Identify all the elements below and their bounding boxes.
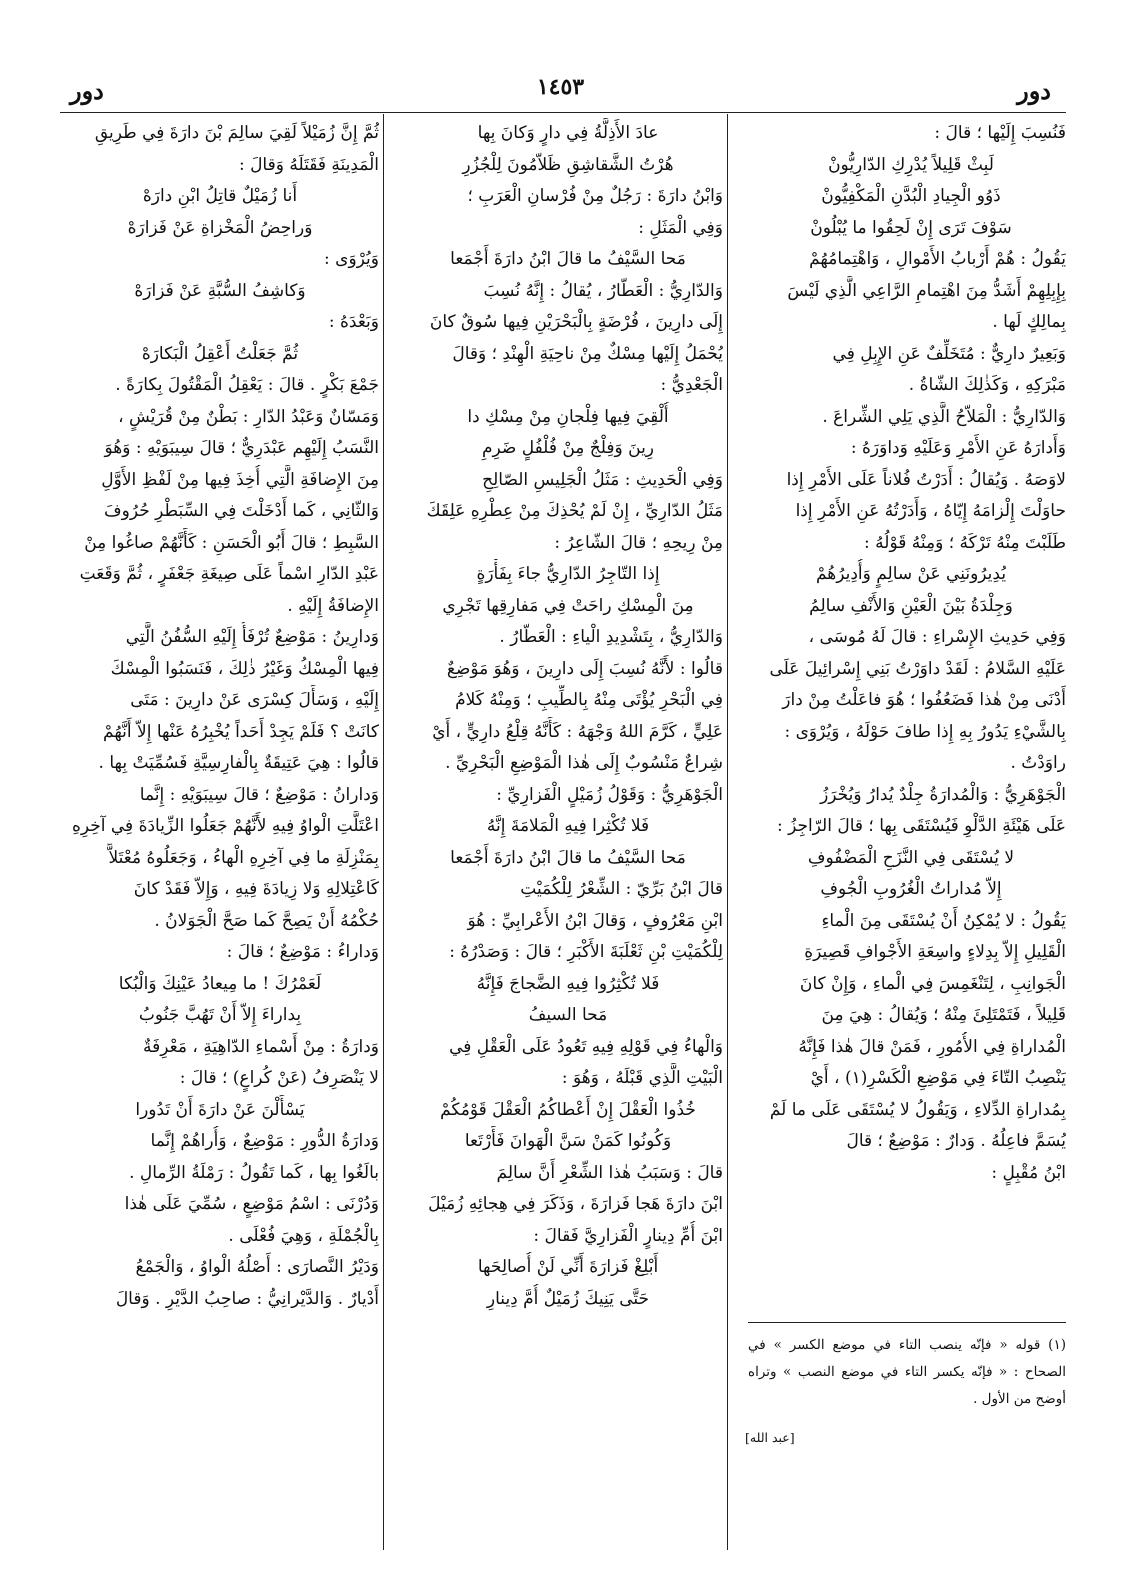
- text-line: الإِضافَةُ إِلَيْهِ .: [287, 595, 379, 616]
- text-line: فَنُسِبَ إِلَيْها ؛ قالَ :: [934, 123, 1066, 143]
- text-line: وَالدّارِيُّ : الْعَطّارُ ، يُقالُ : إِنَّهُ نُسِبَ: [483, 280, 723, 301]
- text-line: مَثَلُ الدّارِيِّ ، إِنْ لَمْ يُحْذِكَ مِنْ عِطْرِهِ عَلِقَكَ: [426, 501, 723, 521]
- text-line: ثُمَّ إِنَّ زُمَيْلاً لَقِيَ سالِمَ بْنَ دارَةَ فِي طَرِيقِ: [94, 123, 379, 143]
- column-divider-left: [383, 114, 384, 1550]
- text-line: بِمَنْزِلَةِ ما فِي آخِرِهِ الْهاءُ ، وَجَعَلُوهُ مُعْتَلاًّ: [108, 847, 379, 868]
- text-line: وَدارَةُ الدُّورِ : مَوْضِعٌ ، وَأُراهُمْ إِنَّما: [150, 1131, 379, 1151]
- text-line: قالُوا : لأَنَّهُ نُسِبَ إِلَى دارِينَ ، وَهُوَ مَوْضِعٌ: [446, 658, 723, 679]
- text-line: الْمَدِينَةِ فَقَتَلَهُ وَقالَ :: [238, 154, 379, 175]
- verse-line: وَجِلْدَةُ بَيْنَ الْعَيْنِ وَالأَنْفِ سالِمُ: [809, 595, 1013, 616]
- verse-line: عادَ الأَذِلَّةُ فِي دارٍ وَكانَ بِها: [477, 123, 659, 143]
- text-line: حُكْمُهُ أَنْ يَصِحَّ كَما صَحَّ الْجَوَلانُ .: [154, 910, 379, 931]
- text-line: عَلَيْهِ السَّلامُ : لَقَدْ داوَرْتُ بَنِي إِسْرائِيلَ عَلَى: [769, 658, 1066, 679]
- text-line: مَبْرَكِهِ ، وَكَذٰلِكَ الشّاةُ .: [908, 375, 1066, 395]
- text-line: وَأَدارَهُ عَنِ الأَمْرِ وَعَلَيْهِ وَداوَرَهُ :: [850, 438, 1066, 458]
- text-line: ابْنُ مُقْبِلٍ :: [991, 1162, 1066, 1183]
- text-line: يَقُولُ : لا يُمْكِنُ أَنْ يُسْتَقَى مِنَ الْماءِ: [821, 910, 1066, 931]
- text-line: بِإِبِلِهِمْ أَشَدُّ مِنَ اهْتِمامِ الرَّاعِي الَّذِي لَيْسَ: [787, 280, 1066, 301]
- text-line: وَفِي الْمَثَلِ :: [638, 217, 723, 238]
- header-keyword-right: دور: [1017, 76, 1051, 105]
- verse-line: حَتَّى يَنِيكَ زُمَيْلٌ أُمَّ دِينارِ: [486, 1288, 650, 1309]
- text-line: بِالْجُمْلَةِ ، وَهِيَ فُعْلَى .: [228, 1225, 379, 1246]
- text-line: ابْنَ دارَةَ هَجا فَزارَةَ ، وَذَكَرَ فِي هِجائِهِ زُمَيْلَ: [428, 1194, 723, 1214]
- text-line: قَلِيلاً ، فَتَمْتَلِئَ مِنْهُ ؛ وَيُقالُ : هِيَ مِنَ: [821, 1005, 1066, 1025]
- text-line: الْمُداراةِ فِي الأُمُورِ ، فَمَنْ قالَ هٰذا فَإِنَّهُ: [798, 1036, 1066, 1057]
- text-line: يَقُولُ : هُمْ أَرْبابُ الأَمْوالِ ، وَاهْتِمامُهُمْ: [809, 249, 1066, 269]
- verse-line: أَبْلِغْ فَزارَةَ أَنِّي لَنْ أُصالِحَها: [477, 1257, 659, 1277]
- text-line: فِي الْبَحْرِ يُؤْتَى مِنْهُ بِالطِّيبِ ؛ وَمِنْهُ كَلامُ: [455, 690, 723, 710]
- text-line: مِنْ رِيحِهِ ؛ قالَ الشّاعِرُ :: [554, 532, 723, 553]
- verse-line: فَلا تُكْثِرا فِيهِ الْمَلامَةَ إِنَّهُ: [486, 816, 650, 836]
- text-line: بِمُداراةِ الدِّلاءِ ، وَيَقُولُ لا يُسْتَقَى عَلَى ما لَمْ: [769, 1099, 1066, 1120]
- text-line: لِلْكُمَيْتِ بْنِ ثَعْلَبَةَ الأَكْبَرِ ؛ قالَ : وَصَدْرُهُ :: [449, 942, 723, 962]
- text-line: وَفِي الْحَدِيثِ : مَثَلُ الْجَلِيسِ الصّالِحِ: [482, 469, 723, 490]
- text-line: الْجَعْدِيُّ :: [660, 375, 723, 395]
- text-line: وَدَيْرُ النَّصارَى : أَصْلُهُ الْواوُ ، وَالْجَمْعُ: [135, 1257, 379, 1277]
- text-line: جَمْعَ بَكْرٍ . قالَ : يَعْقِلُ الْمَقْتُولَ بِكارَةً .: [115, 375, 379, 395]
- text-line: وَدارانُ : مَوْضِعٌ ؛ قالَ سِيبَوَيْهِ : إِنَّما: [139, 784, 379, 805]
- text-line: بالَغُوا بِها ، كَما تَقُولُ : رَمْلَةُ الرِّمالِ .: [129, 1162, 379, 1183]
- footnote-rule: [748, 1322, 1066, 1323]
- text-line: كانَتْ ؟ فَلَمْ يَجِدْ أَحَداً يُخْبِرُهُ عَنْها إِلاّ أَنَّهُمْ: [103, 721, 379, 742]
- text-line: لا يَنْصَرِفُ (عَنْ كُراعٍ) ؛ قالَ :: [179, 1068, 379, 1088]
- verse-line: ذَوُو الْجِيادِ الْبُدَّنِ الْمَكْفِيُّونْ: [821, 186, 1001, 206]
- column-divider-right: [727, 114, 728, 1550]
- text-line: وَالثّانِي ، كَما أَدْخَلْتَ فِي السِّبَطْرِ حُرُوفَ: [104, 501, 379, 521]
- text-line: إِلَيْهِ ، وَسَأَلَ كِسْرَى عَنْ دارِينَ : مَتَى: [130, 690, 379, 710]
- verse-line: بِداراءَ إِلاّ أَنْ تَهُبَّ جَنُوبُ: [138, 1005, 302, 1025]
- text-line: يَنْصِبُ التّاءَ فِي مَوْضِعِ الْكَسْرِ(١) ، أَيْ: [810, 1068, 1066, 1088]
- verse-line: وَكاشِفُ السُّبَّةِ عَنْ فَزارَهْ: [134, 280, 306, 301]
- footnote: (١) قوله « فإنّه ينصب التاء في موضع الكسر » في الصحاح : « فإنّه يكسر التاء في موضع النصب » وتراه أوضح من الأول .: [748, 1337, 1066, 1407]
- text-column-right: [756, 118, 1066, 1536]
- text-line: الْجَوْهَرِيُّ : وَالْمُدارَةُ جِلْدٌ يُدارُ وَيُخْرَزُ: [820, 784, 1066, 805]
- text-line: وَدارَةُ : مِنْ أَسْماءِ الدّاهِيَةِ ، مَعْرِفَةٌ: [143, 1036, 379, 1057]
- text-line: وَبَعِيرٌ دارِيٌّ : مُتَخَلِّفٌ عَنِ الإِبِلِ فِي: [832, 343, 1066, 364]
- text-line: عَلِيٍّ ، كَرَّمَ اللهُ وَجْهَهُ : كَأَنَّهُ قِلْعُ دارِيٍّ ، أَيْ: [432, 721, 723, 742]
- text-line: لاوَصَهُ . وَيُقالُ : أَدَرْتُ فُلاناً عَلَى الأَمْرِ إِذا: [786, 469, 1066, 490]
- verse-line: يَسْأَلْنَ عَنْ دارَةَ أَنْ تَدُورا: [135, 1099, 305, 1120]
- header-keyword-left: دور: [70, 76, 104, 105]
- text-line: وَمَسّانٌ وَعَبْدُ الدّارِ : بَطْنٌ مِنْ قُرَيْشٍ ،: [118, 406, 379, 427]
- text-line: وَفِي حَدِيثِ الإِسْراءِ : قالَ لَهُ مُوسَى ،: [808, 627, 1066, 647]
- text-line: وَالدّارِيُّ : الْمَلاّحُ الَّذِي يَلِي الشِّراعَ .: [822, 406, 1066, 427]
- text-line: عَبْدِ الدّارِ اسْماً عَلَى صِيغَةِ جَعْفَرٍ ، ثُمَّ وَقَعَتِ: [79, 564, 379, 584]
- text-line: قالَ : وَسَبَبُ هٰذا الشِّعْرِ أَنَّ سالِمَ: [496, 1162, 723, 1183]
- verse-line: مَحا السيفُ: [528, 1005, 608, 1025]
- verse-line: وَكُونُوا كَمَنْ سَنَّ الْهَوانَ فَأَرْتَعا: [464, 1131, 672, 1151]
- text-line: يُحْمَلُ إِلَيْها مِسْكٌ مِنْ ناحِيَةِ الْهِنْدِ ؛ وَقالَ: [452, 343, 723, 364]
- verse-line: سَوْفَ تَرَى إِنْ لَحِقُوا ما يُبْلُونْ: [810, 217, 1012, 238]
- verse-line: مَحا السَّيْفُ ما قالَ ابْنُ دارَةَ أَجْمَعا: [450, 249, 686, 269]
- text-line: وَيُرْوَى :: [324, 249, 379, 269]
- page-header: [60, 70, 1061, 110]
- verse-line: مَحا السَّيْفُ ما قالَ ابْنُ دارَةَ أَجْمَعا: [450, 847, 686, 868]
- verse-line: خُذُوا الْعَقْلَ إِنْ أَعْطاكُمُ الْعَقْلَ قَوْمُكُمْ: [440, 1099, 696, 1120]
- text-line: شِراعٌ مَنْسُوبٌ إِلَى هٰذا الْمَوْضِعِ الْبَحْرِيِّ .: [445, 753, 723, 773]
- text-line: النَّسَبُ إِلَيْهِم عَبْدَرِيٌّ ؛ قالَ سِيبَوَيْهِ : وَهُوَ: [104, 438, 379, 458]
- verse-line: فَلا تُكْثِرُوا فِيهِ الضَّجاجَ فَإِنَّهُ: [476, 973, 660, 994]
- text-line: قالَ ابْنُ بَرِّيّ : الشِّعْرُ لِلْكُمَيْتِ: [520, 879, 723, 899]
- verse-line: رِينَ وَفِلْجٌ مِنْ فُلْفُلٍ ضَرِمِ: [481, 438, 655, 458]
- text-line: ابْنَ أُمِّ دِينارٍ الْفَزارِيَّ فَقالَ :: [533, 1225, 723, 1246]
- verse-line: أَنا زُمَيْلٌ قاتِلُ ابْنِ دارَهْ: [142, 186, 298, 206]
- text-line: حاوَلْتَ إِلْزامَهُ إِيّاهُ ، وَأَدَرْتُهُ عَنِ الأَمْرِ إِذا: [795, 501, 1066, 521]
- verse-line: مِنَ الْمِسْكِ راحَتْ فِي مَفارِقِها تَجْرِي: [442, 595, 694, 616]
- text-line: الْجَوْهَرِيُّ : وَقَوْلُ زُمَيْلٍ الْفَزارِيِّ :: [496, 784, 723, 805]
- text-line: وَدُرْنَى : اسْمُ مَوْضِعٍ ، سُمِّيَ عَلَى هٰذا: [124, 1194, 379, 1214]
- text-line: بِمالِكٍ لَها .: [992, 312, 1066, 332]
- text-line: ابْنِ مَعْرُوفٍ ، وَقالَ ابْنُ الأَعْرابِيِّ : هُوَ: [467, 910, 723, 931]
- text-line: فِيها الْمِسْكُ وَغَيْرُ ذٰلِكَ ، فَنَسَبُوا الْمِسْكَ: [110, 658, 379, 679]
- verse-line: إِذا التّاجِرُ الدّارِيُّ جاءَ بِفَأْرَةٍ: [476, 564, 660, 584]
- text-line: اعْتَلَّتِ الْواوُ فِيهِ لأَنَّهُمْ جَعَلُوا الزِّيادَةَ فِي آخِرِهِ: [71, 816, 379, 836]
- text-line: راوَدْتُ .: [1010, 753, 1066, 773]
- text-line: السَّبِطِ ؛ قالَ أَبُو الْحَسَنِ : كَأَنَّهُمْ صاغُوا مِنْ: [84, 532, 379, 553]
- text-line: الْجَوانِبِ ، لِتَنْغَمِسَ فِي الْماءِ ، وَإِنْ كانَ: [799, 973, 1066, 994]
- text-line: أَدْيارٌ . وَالدَّيْرانِيُّ : صاحِبُ الدَّيْرِ . وَقالَ: [115, 1288, 379, 1309]
- text-line: إِلَى دارِينَ ، فُرْضَةٍ بِالْبَحْرَيْنِ فِيها سُوقٌ كانَ: [429, 312, 723, 332]
- text-line: الْبَيْتِ الَّذِي قَبْلَهُ ، وَهُوَ :: [561, 1068, 723, 1088]
- header-rule: [60, 112, 1066, 113]
- verse-line: لا يُسْتَقَى فِي النَّزَحِ الْمَضْفُوفِ: [807, 847, 1015, 868]
- verse-line: هُرْتُ الشَّقاشِقِ ظَلاّمُونَ لِلْجُزُرِ: [462, 154, 674, 175]
- text-line: طَلَبْتَ مِنْهُ تَرْكَهُ ؛ وَمِنْهُ قَوْلُهُ :: [864, 532, 1066, 553]
- text-line: وَداراءُ : مَوْضِعٌ ؛ قالَ :: [226, 942, 379, 962]
- text-line: بِالشَّيْءِ يَدُورُ بِهِ إِذا طافَ حَوْلَهُ ، وَيُرْوَى :: [784, 721, 1066, 742]
- verse-line: لَعَمْرُكَ ! ما مِيعادُ عَيْنِكَ وَالْبُكا: [118, 973, 322, 994]
- text-line: كَاعْتِلالِهِ وَلا زِيادَةَ فِيهِ ، وَإِلاّ فَقَدْ كانَ: [133, 879, 379, 899]
- text-line: وَالدّارِيُّ ، بِتَشْدِيدِ الْياءِ : الْعَطّارُ .: [499, 627, 723, 647]
- text-line: عَلَى هَيْئَةِ الدَّلْوِ فَيُسْتَقَى بِها ؛ قالَ الرّاجِزُ :: [776, 816, 1066, 836]
- text-column-middle: [413, 118, 723, 1536]
- page-number: ١٤٥٣: [536, 74, 585, 100]
- verse-line: وَراحِضُ الْمَخْزاةِ عَنْ فَزارَهْ: [127, 217, 313, 238]
- text-line: أَدْنَى مِنْ هٰذا فَضَعُفُوا ؛ هُوَ فاعَلْتُ مِنْ دارَ: [782, 690, 1066, 710]
- text-line: قالُوا : هِيَ عَتِيقَةٌ بِالْفارِسِيَّةِ فَسُمِّيَتْ بِها .: [98, 753, 379, 773]
- text-line: مِنَ الإِضافَةِ الَّتِي أُخِذَ فِيها مِنْ لَفْظِ الأَوَّلِ: [101, 469, 379, 490]
- text-column-left: [61, 118, 379, 1536]
- verse-line: إِلاّ مُداراتُ الْغُرُوبِ الْجُوفِ: [820, 879, 1002, 899]
- footnote-signature: [عبد الله]: [745, 1430, 795, 1445]
- verse-line: ثُمَّ جَعَلْتُ أَعْقِلُ الْبَكارَهْ: [141, 343, 299, 364]
- text-line: وَدارِينُ : مَوْضِعٌ تُرْفَأُ إِلَيْهِ السُّفُنُ الَّتِي: [125, 627, 379, 647]
- text-line: وَابْنُ دارَةَ : رَجُلٌ مِنْ فُرْسانِ الْعَرَبِ ؛: [467, 186, 723, 206]
- verse-line: يُدِيرُونَنِي عَنْ سالِمٍ وَأُدِيرُهُمْ: [815, 564, 1007, 584]
- text-line: وَبَعْدَهُ :: [328, 312, 379, 332]
- text-line: يُسَمَّ فاعِلُهُ . وَدارٌ : مَوْضِعٌ ؛ قالَ: [846, 1131, 1066, 1151]
- verse-line: أُلْقِيَ فِيها فِلْجانِ مِنْ مِسْكِ دا: [467, 406, 669, 427]
- text-line: الْقَلِيلِ إِلاّ بِدِلاءٍ واسِعَةِ الأَجْوافِ قَصِيرَةِ: [804, 942, 1066, 962]
- verse-line: لَبِثْ قَلِيلاً يُدْرِكِ الدّارِيُّونْ: [828, 154, 994, 175]
- text-line: وَالْهاءُ فِي قَوْلِهِ فِيهِ تَعُودُ عَلَى الْعَقْلِ فِي: [449, 1036, 723, 1057]
